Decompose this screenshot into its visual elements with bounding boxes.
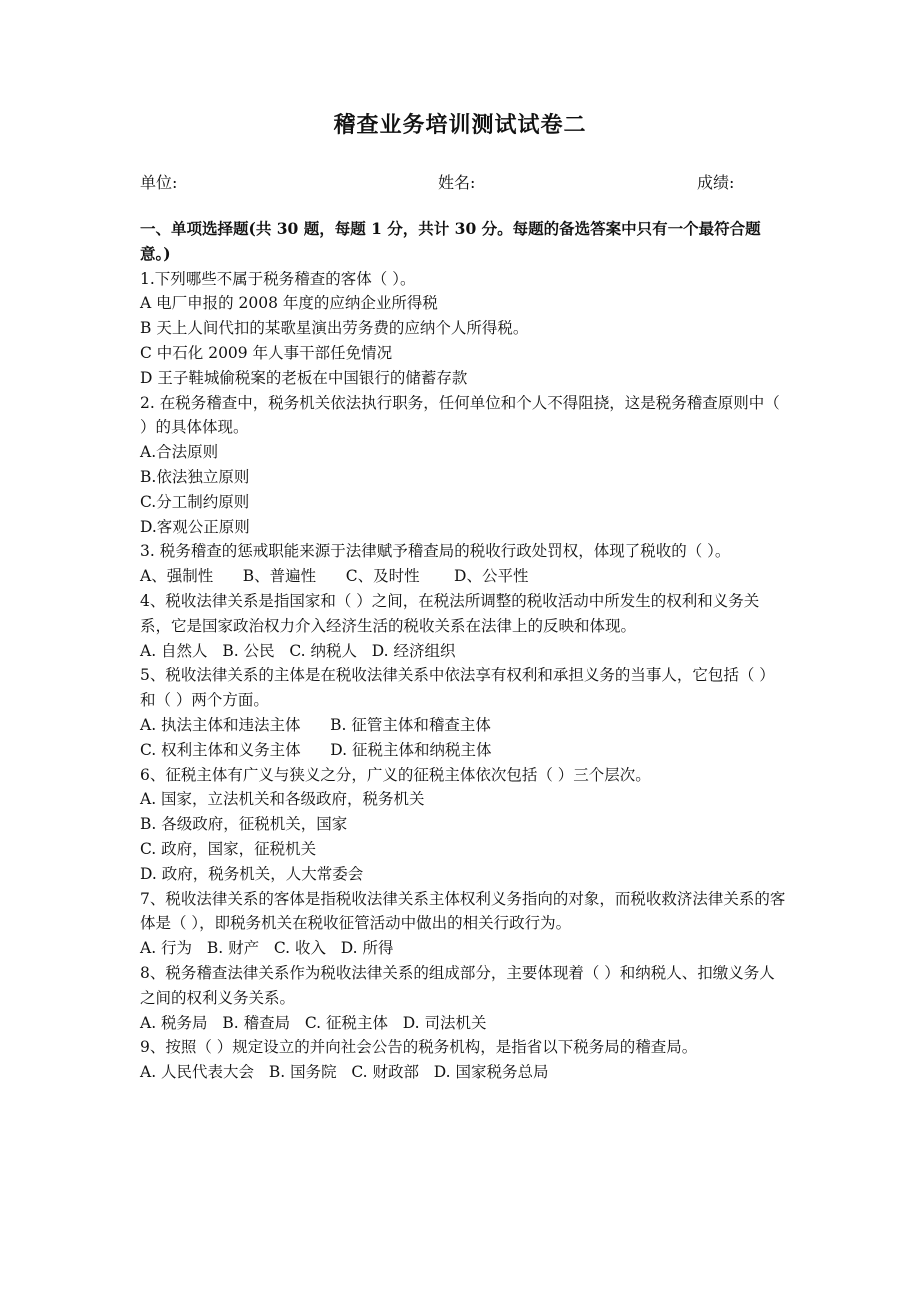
- option-c: C 中石化 2009 年人事干部任免情况: [140, 343, 393, 362]
- option-c: C.分工制约原则: [140, 492, 250, 511]
- question-stem: 9、按照（ ）规定设立的并向社会公告的税务机构，是指省以下税务局的稽查局。: [140, 1038, 698, 1057]
- option-c: C. 政府，国家，征税机关: [140, 839, 317, 858]
- option-b: B 天上人间代扣的某歌星演出劳务费的应纳个人所得税。: [140, 319, 529, 338]
- option-a: A.合法原则: [140, 443, 219, 462]
- name-label: 姓名:: [438, 173, 476, 192]
- unit-label: 单位:: [140, 173, 178, 192]
- option-b: B.依法独立原则: [140, 467, 250, 486]
- options-line: C. 权利主体和义务主体 D. 征税主体和纳税主体: [140, 740, 492, 759]
- options-line: A、强制性 B、普遍性 C、及时性 D、公平性: [140, 567, 529, 586]
- question-9: [140, 1035, 790, 1085]
- option-d: D. 政府，税务机关，人大常委会: [140, 864, 364, 883]
- score-label: 成绩:: [697, 173, 735, 192]
- options-line: A. 自然人 B. 公民 C. 纳税人 D. 经济组织: [140, 641, 456, 660]
- question-stem: 1.下列哪些不属于税务稽查的客体（ ）。: [140, 269, 416, 288]
- question-stem: 4、税收法律关系是指国家和（ ）之间，在税法所调整的税收活动中所发生的权利和义务关系，它是国家政治权力介入经济生活的税收关系在法律上的反映和体现。: [140, 591, 760, 635]
- question-4: [140, 589, 790, 663]
- question-stem: 3. 税务稽查的惩戒职能来源于法律赋予稽查局的税收行政处罚权，体现了税收的（ ）。: [140, 542, 731, 561]
- question-stem: 5、税收法律关系的主体是在税收法律关系中依法享有权利和承担义务的当事人，它包括（ ）和（ ）两个方面。: [140, 666, 775, 710]
- question-7: [140, 887, 790, 961]
- option-b: B. 各级政府，征税机关，国家: [140, 815, 348, 834]
- section-heading: 一、单项选择题(共 30 题，每题 1 分，共计 30 分。每题的备选答案中只有一个最符合题意。): [140, 219, 761, 263]
- options-line: A. 行为 B. 财产 C. 收入 D. 所得: [140, 939, 394, 958]
- option-a: A 电厂申报的 2008 年度的应纳企业所得税: [140, 294, 438, 313]
- question-8: [140, 961, 790, 1035]
- question-stem: 8、税务稽查法律关系作为税收法律关系的组成部分，主要体现着（ ）和纳税人、扣缴义务人之间的权利义务关系。: [140, 963, 775, 1007]
- question-stem: 6、征税主体有广义与狭义之分，广义的征税主体依次包括（ ）三个层次。: [140, 765, 651, 784]
- question-2: [140, 391, 790, 540]
- question-3: [140, 539, 790, 589]
- option-d: D.客观公正原则: [140, 517, 250, 536]
- question-5: [140, 663, 790, 762]
- option-a: A. 国家，立法机关和各级政府，税务机关: [140, 790, 425, 809]
- exam-title: 稽查业务培训测试试卷二: [333, 112, 587, 138]
- options-line: A. 税务局 B. 稽查局 C. 征税主体 D. 司法机关: [140, 1013, 487, 1032]
- options-line: A. 执法主体和违法主体 B. 征管主体和稽查主体: [140, 715, 491, 734]
- options-line: A. 人民代表大会 B. 国务院 C. 财政部 D. 国家税务总局: [140, 1063, 549, 1082]
- question-1: [140, 267, 790, 391]
- question-stem: 7、税收法律关系的客体是指税收法律关系主体权利义务指向的对象，而税收救济法律关系的客体是（ ），即税务机关在税收征管活动中做出的相关行政行为。: [140, 889, 786, 933]
- exam-content: [140, 217, 790, 1085]
- question-6: [140, 763, 790, 887]
- question-stem: 2. 在税务稽查中，税务机关依法执行职务，任何单位和个人不得阻挠，这是税务稽查原则中（ ）的具体体现。: [140, 393, 780, 437]
- option-d: D 王子鞋城偷税案的老板在中国银行的储蓄存款: [140, 368, 468, 387]
